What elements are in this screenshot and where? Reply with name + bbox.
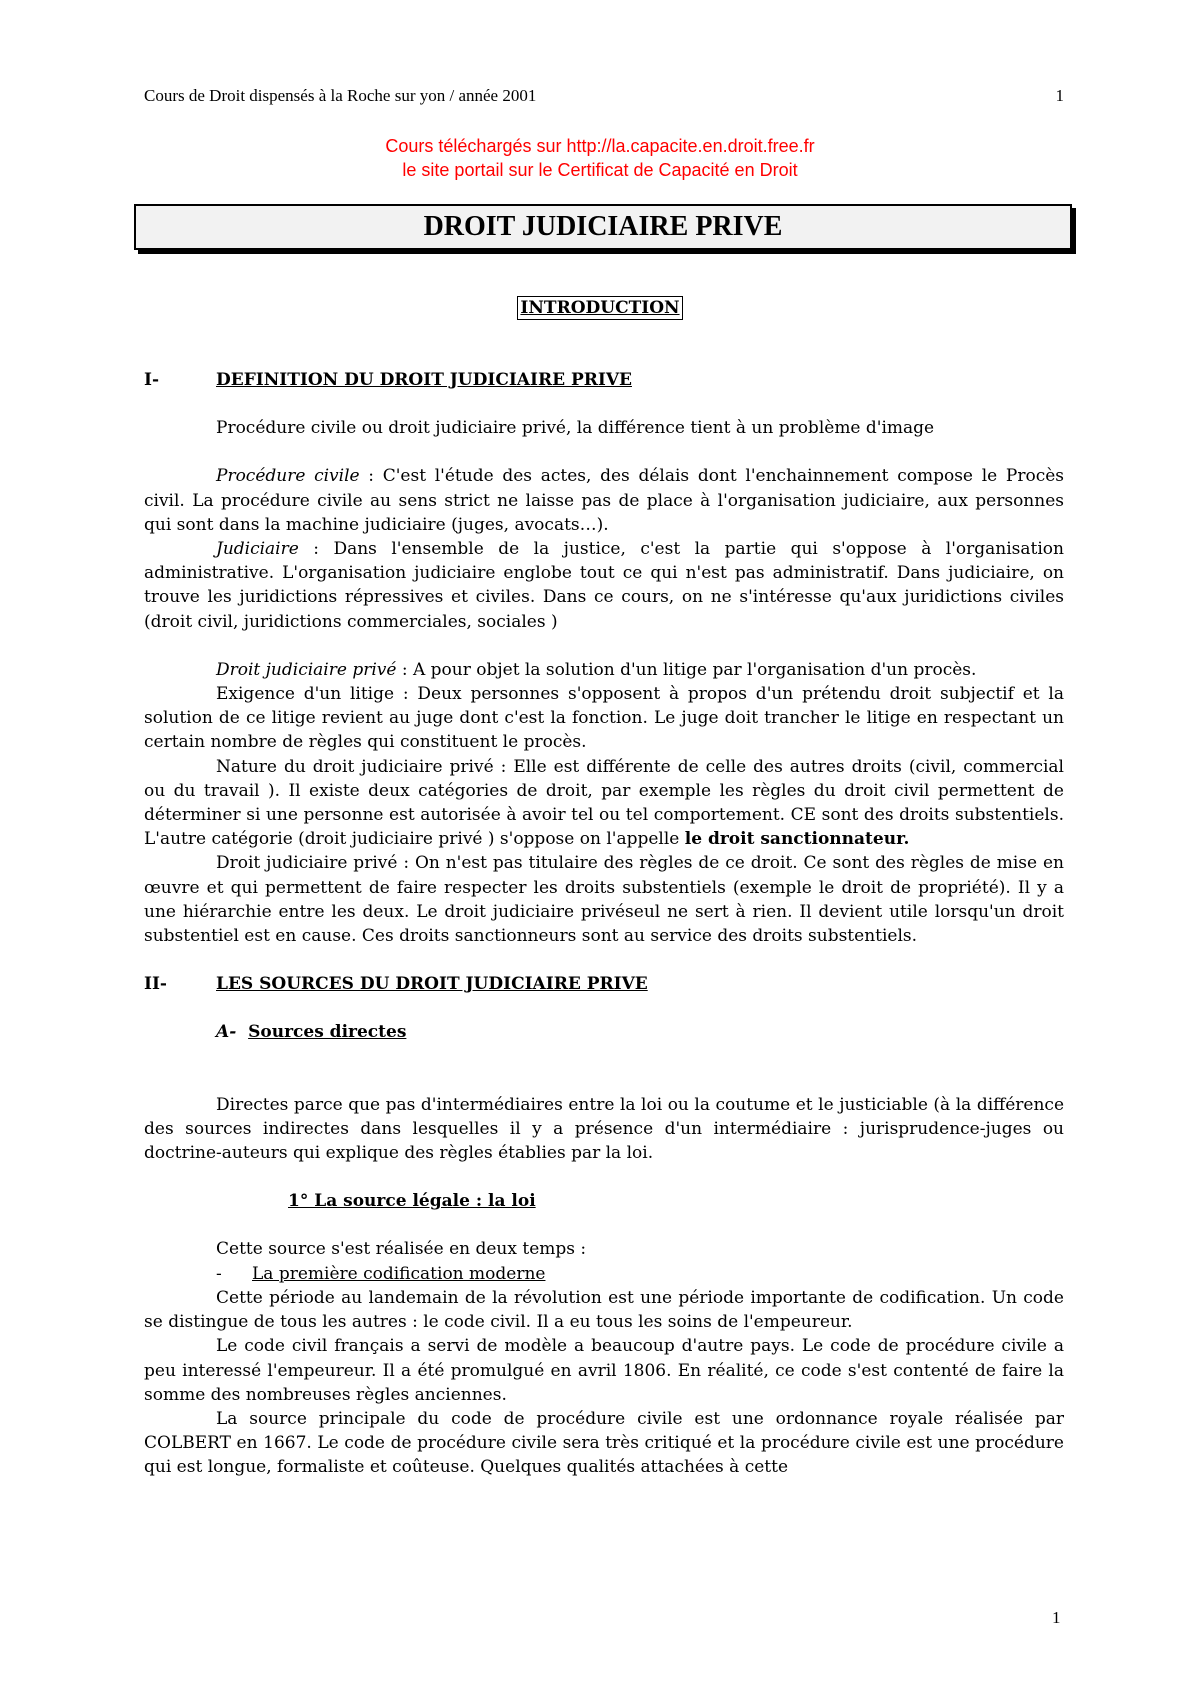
document-title: DROIT JUDICIAIRE PRIVE bbox=[134, 204, 1072, 250]
subsection-letter: A- bbox=[216, 1022, 237, 1043]
running-title: Cours de Droit dispensés à la Roche sur yon / année 2001 bbox=[144, 86, 537, 105]
paragraph bbox=[144, 658, 1064, 682]
section-number: II- bbox=[144, 974, 167, 995]
paragraph bbox=[144, 464, 1064, 537]
subsubsection-heading: 1° La source légale : la loi bbox=[288, 1191, 536, 1212]
paragraph-text: Nature du droit judiciaire privé : Elle est différente de celle des autres droits (civil, commercial ou du travail ). Il existe deux catégories de droit, par exemple les règles du droit civil permettent de déterminer si une personne est autorisée à avoir tel ou tel comportement. CE sont des droits substentiels. L'autre catégorie (droit judiciaire privé ) s'oppose on l'appelle bbox=[144, 756, 1064, 850]
defined-term: Judiciaire bbox=[216, 539, 299, 560]
list-bullet: - bbox=[216, 1263, 222, 1284]
section-title: DEFINITION DU DROIT JUDICIAIRE PRIVE bbox=[216, 370, 632, 390]
paragraph: Procédure civile ou droit judiciaire privé, la différence tient à un problème d'image bbox=[216, 418, 935, 439]
section-heading bbox=[144, 972, 1064, 996]
definition-text: : Dans l'ensemble de la justice, c'est la partie qui s'oppose à l'organisation administrative. L'organisation judiciaire englobe tout ce qui n'est pas administratif. Dans judiciaire, on trouve les juridictions répressives et civiles. Dans ce cours, on ne s'intéresse qu'aux juridictions civiles (droit civil, juridictions commerciales, sociales ) bbox=[144, 539, 1064, 632]
paragraph: La source principale du code de procédure civile est une ordonnance royale réalisée par COLBERT en 1667. Le code de procédure civile sera très critiqué et la procédure civile est une procédure qui est longue, formaliste et coûteuse. Quelques qualités attachées à cette bbox=[144, 1408, 1064, 1478]
paragraph: Directes parce que pas d'intermédiaires entre la loi ou la coutume et le justiciable (à la différence des sources indirectes dans lesquelles il y a présence d'un intermédiaire : jurisprudence-juges ou doctrine-auteurs qui explique des règles établies par la loi. bbox=[144, 1094, 1064, 1164]
running-header bbox=[144, 86, 1064, 106]
defined-term: Procédure civile bbox=[216, 466, 360, 487]
introduction-label: INTRODUCTION bbox=[517, 296, 682, 320]
definition-text: : A pour objet la solution d'un litige par l'organisation d'un procès. bbox=[396, 659, 977, 680]
list-item-text: La première codification moderne bbox=[252, 1263, 546, 1284]
defined-term: Droit judiciaire privé bbox=[216, 659, 397, 680]
emphasis-text: le droit sanctionnateur. bbox=[684, 829, 910, 850]
paragraph bbox=[144, 755, 1064, 852]
section-title: LES SOURCES DU DROIT JUDICIAIRE PRIVE bbox=[216, 974, 648, 995]
banner-line-2: le site portail sur le Certificat de Capacité en Droit bbox=[402, 160, 798, 180]
introduction-label-wrap bbox=[0, 296, 1200, 320]
section-heading bbox=[144, 368, 1064, 392]
header-page-number: 1 bbox=[1055, 86, 1064, 105]
paragraph: Cette période au landemain de la révolution est une période importante de codification. Un code se distingue de tous les autres : le code civil. Il a eu tous les soins de l'empeureur. bbox=[144, 1287, 1064, 1333]
banner-line-1[interactable]: Cours téléchargés sur http://la.capacite.en.droit.free.fr bbox=[385, 136, 815, 156]
source-banner bbox=[0, 134, 1200, 182]
subsection-title: Sources directes bbox=[248, 1022, 407, 1043]
paragraph: Exigence d'un litige : Deux personnes s'opposent à propos d'un prétendu droit subjectif et la solution de ce litige revient au juge dont c'est la fonction. Le juge doit trancher le litige en respectant un certain nombre de règles qui constituent le procès. bbox=[144, 684, 1064, 753]
paragraph: Cette source s'est réalisée en deux temps : bbox=[216, 1239, 587, 1260]
paragraph bbox=[144, 537, 1064, 634]
footer-page-number: 1 bbox=[1052, 1608, 1061, 1627]
document-body bbox=[144, 368, 1064, 1480]
paragraph: Droit judiciaire privé : On n'est pas titulaire des règles de ce droit. Ce sont des règles de mise en œuvre et qui permettent de faire respecter les droits substentiels (exemple le droit de propriété). Il y a une hiérarchie entre les deux. Le droit judiciaire privéseul ne sert à rien. Il devient utile lorsqu'un droit substentiel est en cause. Ces droits sanctionneurs sont au service des droits substentiels. bbox=[144, 853, 1064, 947]
paragraph: Le code civil français a servi de modèle a beaucoup d'autre pays. Le code de procédure civile a peu interessé l'empeureur. Il a été promulgué en avril 1806. En réalité, ce code s'est contenté de faire la somme des nombreuses règles anciennes. bbox=[144, 1336, 1064, 1405]
section-number: I- bbox=[144, 370, 160, 390]
list-item bbox=[144, 1262, 1064, 1286]
definition-text: : C'est l'étude des actes, des délais dont l'enchainnement compose le Procès civil. La procédure civile au sens strict ne laisse pas de place à l'organisation judiciaire, aux personnes qui sont dans la machine judiciaire (juges, avocats…). bbox=[144, 466, 1064, 535]
subsection-heading bbox=[216, 1020, 1064, 1044]
